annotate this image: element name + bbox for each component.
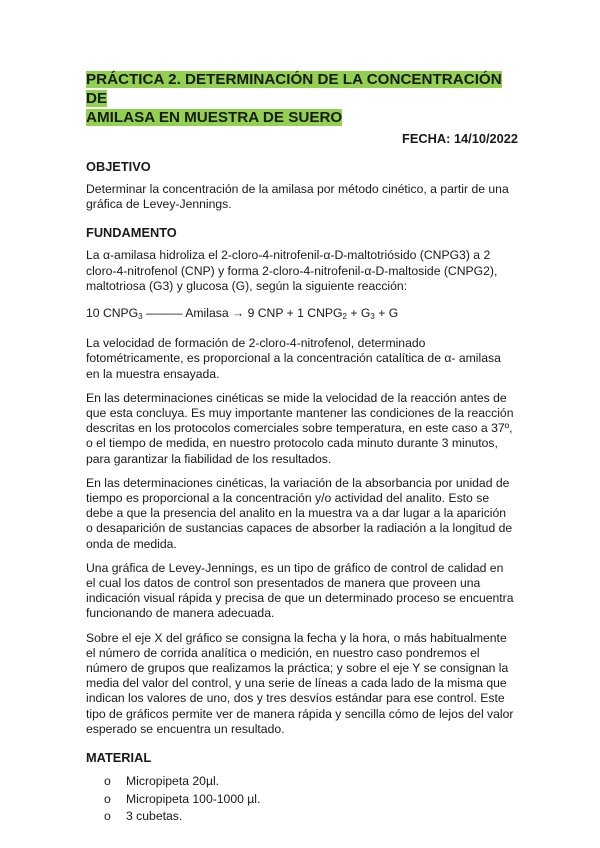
objetivo-heading: OBJETIVO [86, 159, 151, 174]
reaction-sub-3: 3 [138, 312, 143, 322]
fundamento-paragraph-4: En las determinaciones cinéticas, la variación de la absorbancia por unidad de tiempo es proporcional a la concentración y/o actividad del analito. Esto se debe a que la presencia del analito en la muestra va a dar lugar a la aparición o desaparición de sustancias capaces de absorber la radiación a la longitud de onda de medida. [86, 475, 513, 551]
objetivo-text: Determinar la concentración de la amilasa por método cinético, a partir de una gráfica de Levey-Jennings. [86, 182, 509, 212]
bullet: o [104, 809, 111, 824]
list-item [104, 808, 516, 826]
fundamento-paragraph-6: Sobre el eje X del gráfico se consigna la fecha y la hora, o más habitualmente el número de corrida analítica o medición, en nuestro caso pondremos el número de grupos que realizamos la práctica; y sobre el eje Y se consignan la media del valor del control, y una serie de líneas a cada lado de la misma que indican los valores de uno, dos y tres desvíos estándar para ese control. Este tipo de gráficos permite ver de manera rápida y sencilla cómo de lejos del valor esperado se encuentra un resultado. [86, 630, 514, 736]
list-item [104, 791, 516, 809]
fundamento-paragraph-1: La α-amilasa hidroliza el 2-cloro-4-nitrofenil-α-D-maltotriósido (CNPG3) a 2 cloro-4-nitrofenol (CNP) y forma 2-cloro-4-nitrofenil-α-D-maltoside (CNPG2), maltotriosa (G3) y glucosa (G), según la siguiente reacción: [86, 248, 498, 293]
material-list [86, 773, 516, 826]
material-heading: MATERIAL [86, 750, 152, 766]
bullet: o [104, 774, 111, 789]
reaction-sub-g3: 3 [370, 312, 375, 322]
reaction-reactant: 10 CNPG [86, 306, 139, 321]
material-item-3: 3 cubetas. [126, 809, 183, 824]
date-label: FECHA: 14/10/2022 [402, 131, 518, 146]
material-item-2: Micropipeta 100-1000 µl. [126, 791, 261, 806]
fundamento-heading: FUNDAMENTO [86, 225, 177, 241]
list-item [104, 773, 516, 791]
title-line-2: AMILASA EN MUESTRA DE SUERO [86, 109, 343, 126]
material-item-1: Micropipeta 20µl. [126, 774, 220, 789]
reaction-sub-2: 2 [342, 312, 347, 322]
bullet: o [104, 791, 111, 806]
title-line-1: PRÁCTICA 2. DETERMINACIÓN DE LA CONCENTRACIÓN DE [86, 71, 502, 107]
fundamento-paragraph-5: Una gráfica de Levey-Jennings, es un tipo de gráfico de control de calidad en el cual los datos de control son presentados de manera que proveen una indicación visual rápida y precisa de que un determinado proceso se encuentra funcionando de manera adecuada. [86, 560, 514, 621]
fundamento-paragraph-3: En las determinaciones cinéticas se mide la velocidad de la reacción antes de que esta concluya. Es muy importante mantener las condiciones de la reacción descritas en los protocolos comerciales sobre temperatura, en este caso a 37º, o el tiempo de medida, en nuestro protocolo cada minuto durante 3 minutos, para garantizar la fiabilidad de los resultados. [86, 390, 514, 466]
reaction-equation [86, 306, 516, 324]
document-title [86, 70, 516, 127]
reaction-end: + G [374, 306, 399, 321]
reaction-plus-g: + G [346, 306, 371, 321]
fundamento-paragraph-2: La velocidad de formación de 2-cloro-4-nitrofenol, determinado fotométricamente, es proporcional a la concentración catalítica de α- amilasa en la muestra ensayada. [86, 336, 501, 381]
reaction-arrow-products: ——— Amilasa → 9 CNP + 1 CNPG [142, 306, 343, 321]
